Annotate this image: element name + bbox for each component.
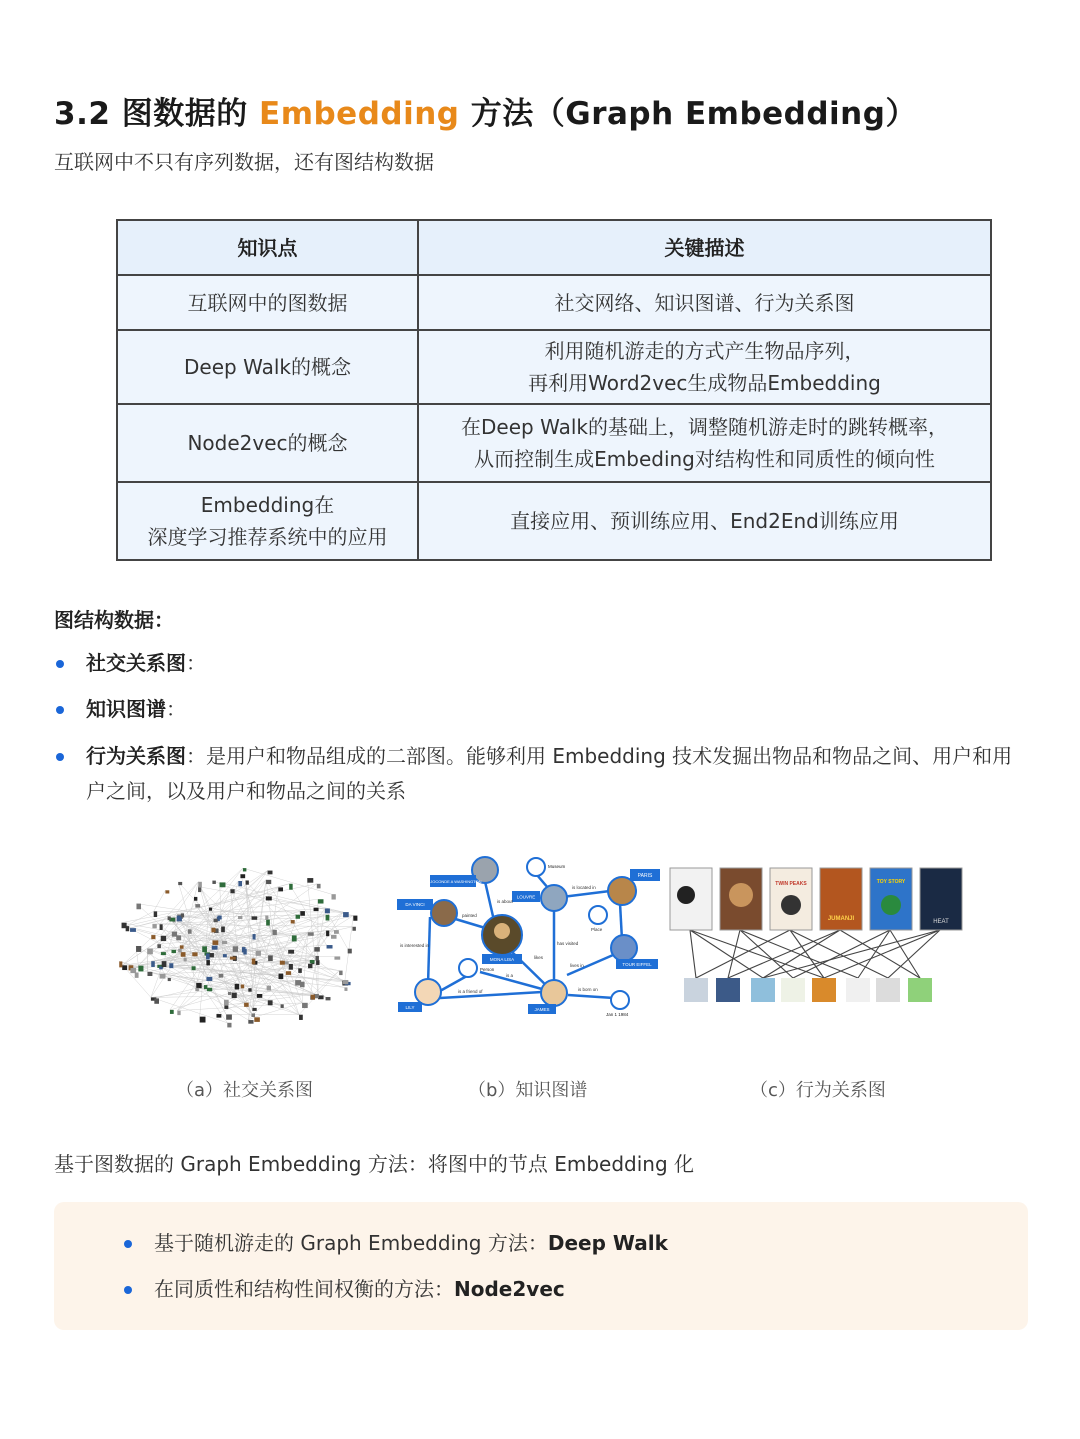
svg-text:is about: is about: [497, 899, 513, 904]
network-node: [147, 972, 152, 976]
network-node: [217, 916, 221, 920]
bullet-dot: [124, 1240, 132, 1248]
network-node: [214, 919, 218, 923]
network-node: [326, 931, 329, 937]
network-node: [181, 952, 186, 957]
highlight-box: [54, 1202, 1028, 1330]
network-node: [122, 965, 127, 970]
network-node: [252, 916, 258, 919]
network-node: [248, 1020, 253, 1024]
network-node: [343, 980, 348, 984]
network-node: [211, 928, 215, 933]
svg-text:LOUVRE: LOUVRE: [516, 894, 536, 900]
network-node: [281, 1004, 284, 1008]
network-node: [314, 908, 319, 911]
network-node: [212, 940, 218, 945]
network-node: [288, 950, 294, 954]
bullet-dot: [56, 706, 64, 714]
figure-caption: （c）行为关系图: [750, 1080, 886, 1101]
network-node: [252, 958, 256, 964]
network-node: [266, 896, 272, 900]
network-node: [311, 995, 315, 1000]
network-node: [122, 923, 127, 928]
network-node: [317, 884, 321, 889]
network-node: [254, 1017, 260, 1022]
svg-text:LILY: LILY: [405, 1005, 415, 1010]
list-item: 在同质性和结构性间权衡的方法：Node2vec: [124, 1272, 1004, 1307]
figure-caption: （b）知识图谱: [468, 1080, 588, 1101]
network-node: [168, 978, 171, 981]
network-node: [343, 912, 349, 917]
figure-caption: （a）社交关系图: [176, 1080, 314, 1101]
network-node: [224, 1005, 228, 1009]
network-node: [314, 947, 319, 952]
network-node: [226, 1014, 232, 1019]
network-node: [138, 966, 143, 972]
network-node: [154, 911, 157, 917]
network-node: [204, 985, 207, 989]
knowledge-table: [116, 219, 992, 561]
svg-text:JUMANJI: JUMANJI: [827, 916, 855, 922]
network-node: [194, 897, 197, 901]
svg-text:TOUR EIFFEL: TOUR EIFFEL: [622, 962, 652, 967]
network-node: [248, 988, 251, 992]
table-cell: 社交网络、知识图谱、行为关系图: [418, 275, 991, 330]
svg-text:DA VINCI: DA VINCI: [405, 902, 425, 907]
network-node: [178, 882, 182, 885]
network-node: [160, 924, 163, 930]
network-node: [289, 884, 292, 890]
table-cell: Node2vec的概念: [117, 404, 418, 482]
network-node: [353, 916, 357, 921]
network-node: [300, 911, 305, 916]
network-node: [160, 974, 166, 979]
svg-text:is located in: is located in: [572, 885, 596, 890]
network-node: [188, 929, 192, 933]
svg-text:likes: likes: [534, 955, 544, 960]
network-node: [181, 913, 184, 917]
network-node: [268, 1000, 273, 1005]
network-node: [308, 964, 312, 969]
network-node: [339, 971, 342, 975]
network-node: [352, 927, 355, 931]
network-node: [221, 927, 225, 933]
network-node: [243, 949, 246, 955]
table-cell: 利用随机游走的方式产生物品序列， 再利用Word2vec生成物品Embedding: [418, 330, 991, 404]
svg-text:lives in: lives in: [570, 963, 584, 968]
network-node: [273, 930, 277, 935]
network-node: [279, 974, 284, 979]
network-node: [299, 1015, 303, 1020]
graph-embedding-text: 基于图数据的 Graph Embedding 方法：将图中的节点 Embedding 化: [54, 1152, 695, 1176]
network-node: [267, 986, 271, 991]
network-node: [157, 944, 161, 948]
bullet-dot: [124, 1286, 132, 1294]
network-node: [130, 968, 136, 973]
svg-text:is a friend of: is a friend of: [458, 989, 483, 994]
behavior-graph-figure: [668, 855, 968, 1025]
network-node: [257, 994, 262, 998]
network-node: [265, 915, 268, 919]
network-node: [238, 881, 242, 886]
network-node: [161, 936, 166, 941]
network-node: [326, 915, 330, 921]
network-node: [241, 984, 244, 988]
network-node: [147, 949, 153, 955]
network-node: [291, 920, 295, 923]
network-node: [180, 945, 184, 948]
network-node: [308, 932, 314, 935]
network-node: [318, 899, 324, 903]
network-node: [212, 881, 215, 884]
network-node: [235, 984, 239, 990]
network-node: [161, 952, 166, 955]
network-node: [240, 874, 245, 878]
svg-text:PARIS: PARIS: [637, 873, 653, 879]
network-node: [227, 1023, 231, 1028]
svg-text:Person: Person: [480, 967, 495, 972]
network-node: [198, 882, 202, 888]
network-node: [244, 1003, 249, 1007]
list-item: 知识图谱：: [56, 692, 1026, 727]
network-node: [192, 966, 196, 970]
network-node: [278, 887, 283, 891]
network-node: [315, 956, 318, 961]
network-node: [151, 961, 155, 967]
svg-text:Place: Place: [591, 927, 603, 932]
network-node: [195, 904, 200, 907]
network-node: [220, 882, 226, 887]
table-cell: Deep Walk的概念: [117, 330, 418, 404]
svg-text:LA JOCONDE A WASHINGTON: LA JOCONDE A WASHINGTON: [424, 879, 482, 884]
network-node: [280, 961, 285, 965]
table-row: [117, 482, 991, 560]
network-node: [202, 946, 207, 952]
network-node: [266, 880, 271, 884]
network-node: [207, 988, 212, 991]
table-cell: 直接应用、预训练应用、End2End训练应用: [418, 482, 991, 560]
network-node: [295, 980, 301, 985]
network-node: [196, 983, 201, 988]
table-header: 关键描述: [418, 220, 991, 275]
page-subtitle: 互联网中不只有序列数据，还有图结构数据: [54, 150, 434, 174]
network-node: [176, 935, 181, 940]
network-node: [327, 945, 333, 948]
knowledge-graph-figure: [392, 855, 664, 1025]
table-cell: 在Deep Walk的基础上，调整随机游走时的跳转概率， 从而控制生成Embeding对结构性和同质性的倾向性: [418, 404, 991, 482]
network-node: [307, 878, 313, 883]
network-node: [230, 889, 234, 893]
network-node: [206, 953, 210, 959]
svg-text:has visited: has visited: [557, 941, 579, 946]
network-node: [195, 988, 199, 991]
network-node: [243, 868, 246, 871]
network-node: [310, 960, 315, 963]
svg-text:TWIN PEAKS: TWIN PEAKS: [775, 881, 807, 887]
svg-text:is a: is a: [506, 973, 514, 978]
list-item: 基于随机游走的 Graph Embedding 方法：Deep Walk: [124, 1226, 1004, 1261]
network-node: [296, 915, 300, 919]
network-node: [316, 960, 319, 965]
network-node: [206, 977, 212, 981]
network-node: [206, 960, 210, 965]
svg-text:MONA LISA: MONA LISA: [489, 957, 515, 962]
network-node: [130, 928, 136, 932]
network-node: [224, 1000, 229, 1005]
network-node: [232, 993, 237, 998]
network-node: [251, 1013, 255, 1017]
section-label: 图结构数据：: [54, 608, 174, 632]
network-node: [266, 920, 270, 926]
network-node: [136, 946, 141, 952]
network-node: [209, 908, 212, 911]
table-cell: Embedding在 深度学习推荐系统中的应用: [117, 482, 418, 560]
network-node: [256, 951, 261, 956]
svg-text:is born on: is born on: [578, 987, 598, 992]
svg-text:HEAT: HEAT: [933, 919, 949, 925]
svg-text:Museum: Museum: [548, 864, 566, 869]
network-node: [169, 963, 173, 968]
bullet-dot: [56, 753, 64, 761]
network-node: [334, 956, 340, 959]
svg-text:TOY STORY: TOY STORY: [876, 879, 906, 885]
network-node: [233, 946, 238, 952]
network-node: [298, 968, 302, 973]
network-node: [223, 954, 227, 957]
network-node: [200, 1017, 206, 1023]
network-node: [289, 964, 293, 970]
table-cell: 互联网中的图数据: [117, 275, 418, 330]
network-node: [119, 961, 122, 967]
network-node: [162, 961, 167, 967]
network-node: [326, 997, 331, 1000]
list-item: 行为关系图：是用户和物品组成的二部图。能够利用 Embedding 技术发掘出物品和物品之间、用户和用户之间，以及用户和物品之间的关系: [56, 739, 1026, 809]
svg-text:JAMES: JAMES: [534, 1007, 550, 1012]
network-node: [286, 971, 291, 975]
network-node: [184, 958, 187, 962]
network-node: [252, 1008, 256, 1011]
network-node: [344, 987, 347, 991]
list-item: 社交关系图：: [56, 646, 1026, 681]
table-row: [117, 275, 991, 330]
network-node: [177, 1011, 180, 1015]
network-node: [348, 949, 352, 954]
network-node: [334, 930, 339, 934]
network-node: [135, 972, 139, 977]
svg-text:painted: painted: [462, 913, 477, 918]
network-node: [178, 949, 182, 953]
social-graph-figure: [108, 855, 373, 1035]
table-row: [117, 330, 991, 404]
svg-text:is interested in: is interested in: [400, 943, 430, 948]
network-node: [331, 935, 336, 939]
network-node: [268, 871, 273, 875]
svg-text:Jan 1 1984: Jan 1 1984: [606, 1012, 629, 1017]
table-row: [117, 404, 991, 482]
network-node: [165, 890, 169, 893]
network-node: [228, 992, 231, 995]
network-node: [238, 916, 242, 919]
network-node: [230, 957, 236, 960]
network-node: [154, 998, 159, 1003]
network-node: [216, 1014, 221, 1018]
network-node: [253, 934, 256, 940]
page-title: 3.2 图数据的 Embedding 方法（Graph Embedding）: [54, 96, 917, 132]
network-node: [151, 935, 155, 939]
network-node: [325, 908, 330, 913]
network-node: [302, 1003, 308, 1008]
network-node: [136, 904, 141, 910]
network-node: [152, 924, 156, 928]
network-node: [222, 941, 227, 944]
network-node: [212, 946, 218, 950]
table-header: 知识点: [117, 220, 418, 275]
network-node: [268, 955, 273, 961]
network-node: [168, 916, 171, 920]
network-node: [219, 974, 224, 978]
network-node: [246, 880, 249, 884]
network-node: [331, 894, 335, 899]
network-node: [192, 952, 197, 956]
network-node: [170, 1010, 174, 1014]
network-node: [171, 950, 175, 953]
network-node: [292, 935, 297, 941]
bullet-dot: [56, 660, 64, 668]
